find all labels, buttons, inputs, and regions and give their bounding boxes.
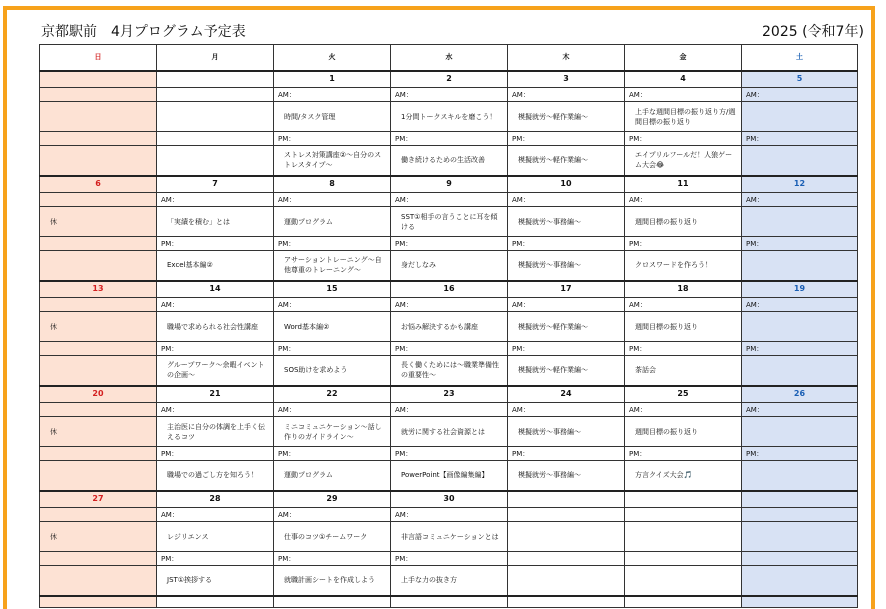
- calendar-cell: [742, 522, 858, 552]
- pm-activity: クロスワードを作ろう！: [625, 251, 742, 281]
- weekday-header-fri: 金: [625, 45, 742, 71]
- calendar-cell: [40, 508, 157, 522]
- date-cell: [625, 491, 742, 508]
- week-1-am-label-row: [40, 88, 858, 102]
- week-1-pm-activity-row: [40, 146, 858, 176]
- am-activity: 職場で求められる社会性講座: [157, 312, 274, 342]
- pm-activity: PowerPoint【画像編集編】: [391, 461, 508, 491]
- am-label: AM：: [625, 193, 742, 207]
- am-activity: 模擬就労～軽作業編～: [508, 102, 625, 132]
- pm-label: PM：: [274, 342, 391, 356]
- calendar-cell: [40, 132, 157, 146]
- am-activity: ミニコミュニケーション～話し作りのガイドライン～: [274, 417, 391, 447]
- am-activity: 主治医に自分の体調を上手く伝えるコツ: [157, 417, 274, 447]
- week-2-am-label-row: [40, 193, 858, 207]
- am-label: AM：: [391, 88, 508, 102]
- pm-label: PM：: [742, 342, 858, 356]
- am-label: AM：: [274, 193, 391, 207]
- date-cell: 3: [508, 71, 625, 88]
- pm-label: PM：: [391, 342, 508, 356]
- calendar-cell: [508, 552, 625, 566]
- am-label: AM：: [157, 403, 274, 417]
- pm-label: PM：: [508, 342, 625, 356]
- pm-activity: アサーショントレーニング～自他尊重のトレーニング～: [274, 251, 391, 281]
- date-cell: 7: [157, 176, 274, 193]
- am-label: AM：: [274, 298, 391, 312]
- date-cell: 22: [274, 386, 391, 403]
- pm-label: PM：: [508, 447, 625, 461]
- week-2-pm-activity-row: [40, 251, 858, 281]
- am-label: AM：: [508, 88, 625, 102]
- calendar-cell: [508, 596, 625, 608]
- date-cell: [742, 491, 858, 508]
- week-3-am-label-row: [40, 298, 858, 312]
- date-cell: 25: [625, 386, 742, 403]
- date-cell: 1: [274, 71, 391, 88]
- pm-activity: SOS助けを求めよう: [274, 356, 391, 386]
- am-label: AM：: [508, 403, 625, 417]
- calendar-cell: [40, 251, 157, 281]
- calendar-cell: [742, 102, 858, 132]
- pm-activity: 上手な力の抜き方: [391, 566, 508, 596]
- am-activity: 週間目標の振り返り: [625, 207, 742, 237]
- pm-activity: エイプリルフールだ！人狼ゲーム大会😂: [625, 146, 742, 176]
- pm-label: PM：: [625, 447, 742, 461]
- pm-label: PM：: [508, 132, 625, 146]
- am-label: AM：: [625, 298, 742, 312]
- date-cell: 23: [391, 386, 508, 403]
- date-cell: 12: [742, 176, 858, 193]
- am-activity: 上手な週間目標の振り返り方/週間目標の振り返り: [625, 102, 742, 132]
- am-label: AM：: [625, 88, 742, 102]
- date-cell: 24: [508, 386, 625, 403]
- pm-activity: 模擬就労～事務編～: [508, 461, 625, 491]
- am-activity: 模擬就労～軽作業編～: [508, 312, 625, 342]
- calendar-cell: [508, 566, 625, 596]
- calendar-cell: [742, 312, 858, 342]
- pm-activity: 就職計画シートを作成しよう: [274, 566, 391, 596]
- date-cell: 16: [391, 281, 508, 298]
- calendar-cell: [742, 508, 858, 522]
- calendar-cell: [742, 461, 858, 491]
- am-label: AM：: [274, 88, 391, 102]
- date-cell: 2: [391, 71, 508, 88]
- date-cell: 27: [40, 491, 157, 508]
- pm-activity: グループワーク～余暇イベントの企画～: [157, 356, 274, 386]
- pm-activity: 運動プログラム: [274, 461, 391, 491]
- weekday-header-wed: 水: [391, 45, 508, 71]
- calendar-cell: [40, 356, 157, 386]
- date-cell: [40, 71, 157, 88]
- week-2-pm-label-row: [40, 237, 858, 251]
- pm-label: PM：: [391, 552, 508, 566]
- calendar-cell: [40, 552, 157, 566]
- am-activity: 「実績を積む」とは: [157, 207, 274, 237]
- date-cell: 21: [157, 386, 274, 403]
- calendar-cell: [157, 596, 274, 608]
- next-week-row-partial: [40, 596, 858, 608]
- calendar-cell: [40, 237, 157, 251]
- calendar-cell: [625, 596, 742, 608]
- calendar-cell: [508, 522, 625, 552]
- date-cell: 29: [274, 491, 391, 508]
- am-activity: 時間/タスク管理: [274, 102, 391, 132]
- calendar-cell: [40, 146, 157, 176]
- pm-label: PM：: [391, 132, 508, 146]
- pm-activity: JST①挨拶する: [157, 566, 274, 596]
- pm-label: PM：: [742, 447, 858, 461]
- calendar-body: [40, 71, 858, 608]
- pm-label: PM：: [274, 447, 391, 461]
- am-label: AM：: [157, 298, 274, 312]
- date-cell: 28: [157, 491, 274, 508]
- am-activity: 非言語コミュニケーションとは: [391, 522, 508, 552]
- date-cell: 13: [40, 281, 157, 298]
- calendar-cell: [508, 508, 625, 522]
- date-cell: 19: [742, 281, 858, 298]
- pm-label: PM：: [157, 237, 274, 251]
- date-cell: 6: [40, 176, 157, 193]
- pm-label: PM：: [274, 552, 391, 566]
- am-activity: 模擬就労～事務編～: [508, 207, 625, 237]
- calendar-cell: [40, 193, 157, 207]
- am-label: AM：: [742, 193, 858, 207]
- am-label: AM：: [391, 193, 508, 207]
- calendar-cell: [742, 251, 858, 281]
- calendar-cell: [40, 461, 157, 491]
- week-5-am-label-row: [40, 508, 858, 522]
- pm-activity: 職場での過ごし方を知ろう！: [157, 461, 274, 491]
- calendar-cell: [742, 566, 858, 596]
- date-cell: 26: [742, 386, 858, 403]
- page-title: 京都駅前 4月プログラム予定表: [41, 24, 246, 40]
- pm-activity: Excel基本編②: [157, 251, 274, 281]
- pm-label: PM：: [742, 132, 858, 146]
- date-cell: [157, 71, 274, 88]
- week-2-date-row: [40, 176, 858, 193]
- pm-activity: ストレス対策講座②～自分のストレスタイプ～: [274, 146, 391, 176]
- weekday-header-sat: 土: [742, 45, 858, 71]
- weekday-header-sun: 日: [40, 45, 157, 71]
- rest-day-label: 休: [40, 522, 157, 552]
- am-label: AM：: [508, 193, 625, 207]
- calendar-cell: [742, 552, 858, 566]
- calendar-table: [39, 44, 858, 608]
- week-5-pm-label-row: [40, 552, 858, 566]
- calendar-cell: [40, 102, 157, 132]
- week-5-pm-activity-row: [40, 566, 858, 596]
- date-cell: [508, 491, 625, 508]
- date-cell: 30: [391, 491, 508, 508]
- calendar-cell: [157, 146, 274, 176]
- calendar-cell: [40, 596, 157, 608]
- am-label: AM：: [274, 403, 391, 417]
- date-cell: 10: [508, 176, 625, 193]
- calendar-cell: [742, 207, 858, 237]
- week-3-am-activity-row: [40, 312, 858, 342]
- pm-label: PM：: [274, 237, 391, 251]
- am-activity: Word基本編②: [274, 312, 391, 342]
- pm-label: PM：: [625, 342, 742, 356]
- am-label: AM：: [157, 508, 274, 522]
- am-activity: 週間目標の振り返り: [625, 312, 742, 342]
- pm-activity: 方言クイズ大会🎵: [625, 461, 742, 491]
- pm-label: PM：: [157, 447, 274, 461]
- calendar-cell: [742, 146, 858, 176]
- week-5-am-activity-row: [40, 522, 858, 552]
- date-cell: 9: [391, 176, 508, 193]
- calendar-cell: [625, 566, 742, 596]
- am-label: AM：: [742, 403, 858, 417]
- am-label: AM：: [391, 403, 508, 417]
- am-activity: 模擬就労～事務編～: [508, 417, 625, 447]
- week-4-pm-label-row: [40, 447, 858, 461]
- pm-label: PM：: [742, 237, 858, 251]
- calendar-cell: [157, 88, 274, 102]
- am-activity: 1分間トークスキルを磨こう！: [391, 102, 508, 132]
- pm-activity: 身だしなみ: [391, 251, 508, 281]
- calendar-cell: [40, 566, 157, 596]
- calendar-cell: [742, 596, 858, 608]
- calendar-cell: [157, 102, 274, 132]
- calendar-cell: [274, 596, 391, 608]
- rest-day-label: 休: [40, 207, 157, 237]
- week-2-am-activity-row: [40, 207, 858, 237]
- week-3-pm-activity-row: [40, 356, 858, 386]
- am-activity: 仕事のコツ①チームワーク: [274, 522, 391, 552]
- calendar-cell: [625, 522, 742, 552]
- weekday-header-tue: 火: [274, 45, 391, 71]
- weekday-header-row: [40, 45, 858, 71]
- am-activity: お悩み解決するかも講座: [391, 312, 508, 342]
- calendar-cell: [625, 552, 742, 566]
- date-cell: 5: [742, 71, 858, 88]
- pm-activity: 茶話会: [625, 356, 742, 386]
- date-cell: 15: [274, 281, 391, 298]
- pm-label: PM：: [157, 342, 274, 356]
- week-4-date-row: [40, 386, 858, 403]
- pm-activity: 模擬就労～軽作業編～: [508, 356, 625, 386]
- date-cell: 11: [625, 176, 742, 193]
- pm-label: PM：: [508, 237, 625, 251]
- pm-label: PM：: [157, 552, 274, 566]
- calendar-cell: [157, 132, 274, 146]
- calendar-cell: [40, 342, 157, 356]
- week-3-pm-label-row: [40, 342, 858, 356]
- calendar-cell: [40, 403, 157, 417]
- weekday-header-mon: 月: [157, 45, 274, 71]
- calendar-cell: [391, 596, 508, 608]
- week-4-am-label-row: [40, 403, 858, 417]
- rest-day-label: 休: [40, 312, 157, 342]
- date-cell: 17: [508, 281, 625, 298]
- calendar-cell: [742, 417, 858, 447]
- am-activity: 就労に関する社会資源とは: [391, 417, 508, 447]
- calendar-cell: [742, 356, 858, 386]
- week-4-pm-activity-row: [40, 461, 858, 491]
- date-cell: 4: [625, 71, 742, 88]
- calendar-cell: [40, 447, 157, 461]
- week-3-date-row: [40, 281, 858, 298]
- calendar-cell: [40, 88, 157, 102]
- am-activity: 運動プログラム: [274, 207, 391, 237]
- pm-label: PM：: [391, 447, 508, 461]
- am-activity: SST①相手の言うことに耳を傾ける: [391, 207, 508, 237]
- am-activity: 週間目標の振り返り: [625, 417, 742, 447]
- weekday-header-thu: 木: [508, 45, 625, 71]
- calendar-cell: [40, 298, 157, 312]
- week-1-date-row: [40, 71, 858, 88]
- am-label: AM：: [742, 298, 858, 312]
- am-label: AM：: [274, 508, 391, 522]
- pm-activity: 模擬就労～事務編～: [508, 251, 625, 281]
- am-label: AM：: [391, 508, 508, 522]
- am-label: AM：: [625, 403, 742, 417]
- week-1-pm-label-row: [40, 132, 858, 146]
- pm-activity: 模擬就労～軽作業編～: [508, 146, 625, 176]
- pm-label: PM：: [274, 132, 391, 146]
- am-label: AM：: [508, 298, 625, 312]
- week-4-am-activity-row: [40, 417, 858, 447]
- date-cell: 20: [40, 386, 157, 403]
- date-cell: 8: [274, 176, 391, 193]
- am-label: AM：: [391, 298, 508, 312]
- pm-label: PM：: [625, 237, 742, 251]
- date-cell: 14: [157, 281, 274, 298]
- pm-label: PM：: [625, 132, 742, 146]
- rest-day-label: 休: [40, 417, 157, 447]
- week-1-am-activity-row: [40, 102, 858, 132]
- pm-activity: 働き続けるための生活改善: [391, 146, 508, 176]
- calendar-cell: [625, 508, 742, 522]
- am-label: AM：: [157, 193, 274, 207]
- year-label: 2025 (令和7年): [762, 24, 864, 40]
- am-label: AM：: [742, 88, 858, 102]
- week-5-date-row: [40, 491, 858, 508]
- pm-label: PM：: [391, 237, 508, 251]
- am-activity: レジリエンス: [157, 522, 274, 552]
- pm-activity: 長く働くためには～職業準備性の重要性～: [391, 356, 508, 386]
- date-cell: 18: [625, 281, 742, 298]
